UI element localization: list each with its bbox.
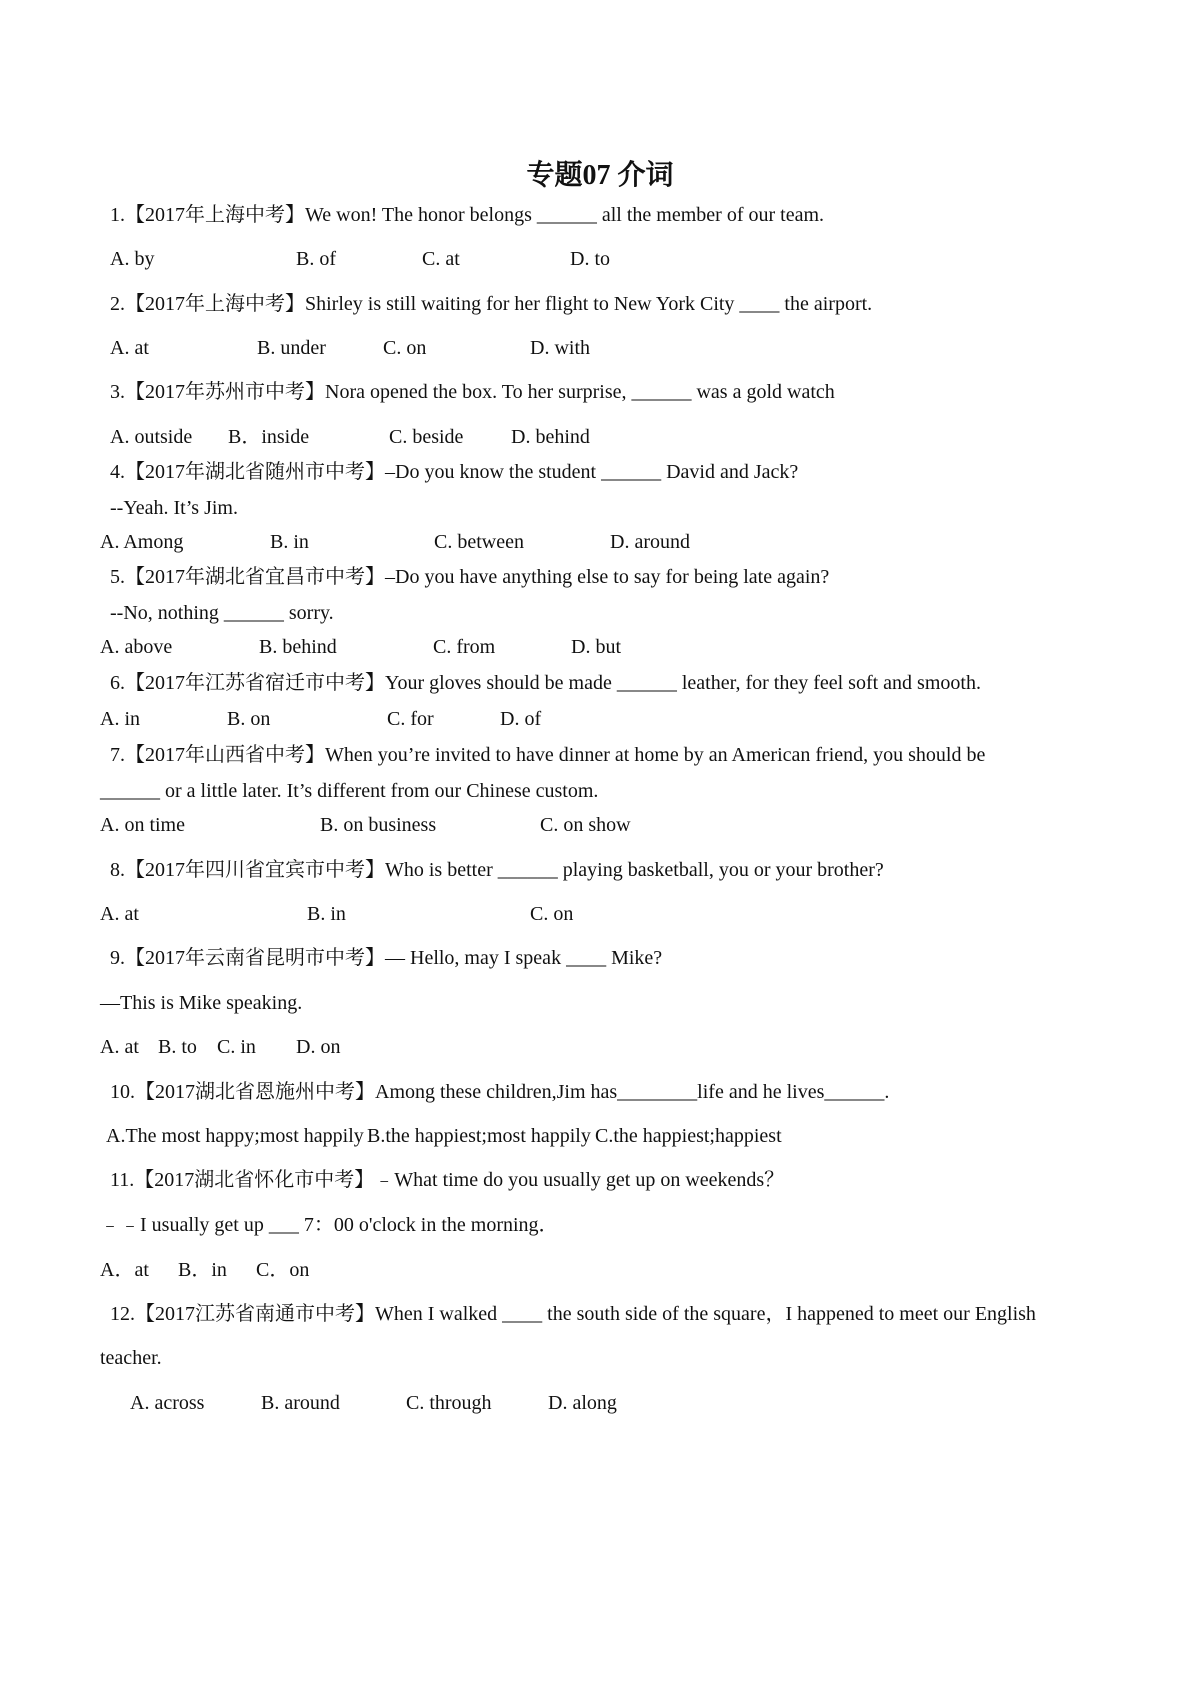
question-9-text: 9.【2017年云南省昆明市中考】— Hello, may I speak ____ Mike? xyxy=(110,947,663,969)
question-4-text: 4.【2017年湖北省随州市中考】–Do you know the student ______ David and Jack? xyxy=(110,461,799,483)
option-c: C. on show xyxy=(540,814,631,836)
option-c: C. beside xyxy=(389,426,464,448)
option-b: B. under xyxy=(257,337,326,359)
option-d: D. on xyxy=(296,1036,341,1058)
option-d: D. around xyxy=(610,531,690,553)
option-a: A. on time xyxy=(100,814,185,836)
option-c: C. from xyxy=(433,636,496,658)
option-a: A. in xyxy=(100,708,140,730)
option-b: B. behind xyxy=(259,636,337,658)
option-a: A. Among xyxy=(100,531,184,553)
option-d: D. with xyxy=(530,337,590,359)
option-b: B.the happiest;most happily xyxy=(367,1125,591,1147)
option-c: C. between xyxy=(434,531,524,553)
question-12-text-continued: teacher. xyxy=(100,1347,162,1369)
question-7-text: 7.【2017年山西省中考】When you’re invited to have dinner at home by an American friend, you should be xyxy=(110,744,986,766)
option-a: A. by xyxy=(110,248,155,270)
option-a: A. across xyxy=(130,1392,205,1414)
option-b: B. to xyxy=(158,1036,197,1058)
question-9-reply: —This is Mike speaking. xyxy=(100,992,303,1014)
question-4-reply: --Yeah. It’s Jim. xyxy=(110,497,238,519)
option-d: D. but xyxy=(571,636,621,658)
option-b: B．in xyxy=(178,1259,227,1281)
option-a: A. at xyxy=(100,1036,139,1058)
option-d: D. behind xyxy=(511,426,590,448)
option-a: A. at xyxy=(100,903,139,925)
option-d: D. to xyxy=(570,248,610,270)
option-b: B. in xyxy=(307,903,346,925)
option-a: A. at xyxy=(110,337,149,359)
question-2-text: 2.【2017年上海中考】Shirley is still waiting for her flight to New York City ____ the airport. xyxy=(110,293,873,315)
option-a: A. above xyxy=(100,636,173,658)
question-10-text: 10.【2017湖北省恩施州中考】Among these children,Jim has________life and he lives______. xyxy=(110,1081,890,1103)
question-5-text: 5.【2017年湖北省宜昌市中考】–Do you have anything else to say for being late again? xyxy=(110,566,830,588)
option-c: C．on xyxy=(256,1259,310,1281)
option-c: C. on xyxy=(383,337,427,359)
option-d: D. of xyxy=(500,708,542,730)
option-c: C.the happiest;happiest xyxy=(595,1125,782,1147)
option-c: C. for xyxy=(387,708,434,730)
option-a: A.The most happy;most happily xyxy=(106,1125,364,1147)
option-b: B．inside xyxy=(228,426,310,448)
question-11-reply: ﹣﹣I usually get up ___ 7：00 o'clock in the morning． xyxy=(100,1214,559,1236)
question-5-reply: --No, nothing ______ sorry. xyxy=(110,602,334,624)
question-6-text: 6.【2017年江苏省宿迁市中考】Your gloves should be made ______ leather, for they feel soft and smooth. xyxy=(110,672,981,694)
option-d: D. along xyxy=(548,1392,617,1414)
question-11-text: 11.【2017湖北省怀化市中考】﹣What time do you usually get up on weekends？ xyxy=(110,1169,785,1191)
question-3-text: 3.【2017年苏州市中考】Nora opened the box. To her surprise, ______ was a gold watch xyxy=(110,381,835,403)
option-c: C. at xyxy=(422,248,460,270)
option-b: B. in xyxy=(270,531,309,553)
option-b: B. of xyxy=(296,248,336,270)
option-b: B. on business xyxy=(320,814,437,836)
option-a: A. outside xyxy=(110,426,193,448)
document-title: 专题07 介词 xyxy=(526,160,674,191)
question-7-text-continued: ______ or a little later. It’s different from our Chinese custom. xyxy=(100,780,599,802)
option-b: B. around xyxy=(261,1392,340,1414)
option-b: B. on xyxy=(227,708,271,730)
option-c: C. in xyxy=(217,1036,256,1058)
option-a: A．at xyxy=(100,1259,149,1281)
question-12-text: 12.【2017江苏省南通市中考】When I walked ____ the south side of the square，I happened to meet our English xyxy=(110,1303,1036,1325)
question-8-text: 8.【2017年四川省宜宾市中考】Who is better ______ playing basketball, you or your brother? xyxy=(110,859,884,881)
option-c: C. on xyxy=(530,903,574,925)
option-c: C. through xyxy=(406,1392,492,1414)
question-1-text: 1.【2017年上海中考】We won! The honor belongs ______ all the member of our team. xyxy=(110,204,825,226)
